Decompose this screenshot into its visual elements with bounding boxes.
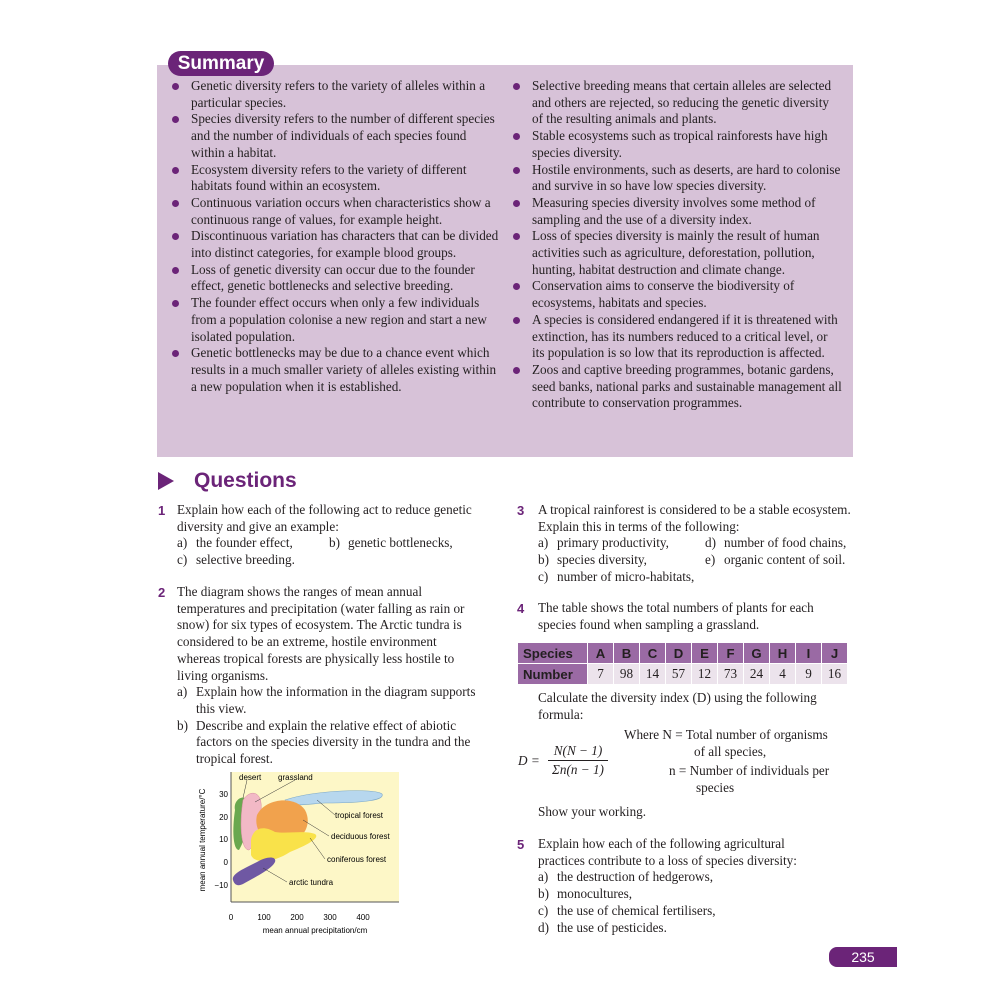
q1-c-label: c) <box>177 552 188 568</box>
y-tick: 20 <box>219 813 228 822</box>
bullet-dot-icon <box>172 83 179 90</box>
summary-bullet <box>512 312 842 362</box>
species-cell: E <box>692 643 718 664</box>
number-cell: 24 <box>744 664 770 685</box>
summary-bullet-text: Genetic diversity refers to the variety of alleles within a particular species. <box>191 78 486 110</box>
questions-heading: Questions <box>194 469 297 492</box>
where-line-1: Where N = Total number of organisms <box>624 727 828 742</box>
q5-d-text: the use of pesticides. <box>557 919 667 935</box>
summary-bullet <box>171 162 499 195</box>
q5-d-label: d) <box>538 919 549 935</box>
q2-a-text: Explain how the information in the diagram supports this view. <box>196 684 476 716</box>
where-line-2b: species <box>696 780 735 795</box>
q3-d-text: number of food chains, <box>724 535 847 551</box>
species-cell: A <box>588 643 614 664</box>
summary-bullet <box>171 228 499 261</box>
q5-c-label: c) <box>538 902 549 918</box>
summary-bullet-text: Discontinuous variation has characters that can be divided into distinct categories, for example blood groups. <box>191 228 499 261</box>
summary-bullet-text: Selective breeding means that certain alleles are selected and others are rejected, so reducing the genetic diversity of the resulting animals and plants. <box>532 78 832 127</box>
summary-bullet <box>171 195 499 228</box>
q2-b-text: Describe and explain the relative effect of abiotic factors on the species diversity in the tundra and the tropical forest. <box>196 717 471 767</box>
q3-c-label: c) <box>538 568 549 584</box>
q5-a-label: a) <box>538 869 549 885</box>
question-3 <box>538 502 858 586</box>
q1-a-label: a) <box>177 535 188 551</box>
number-cell: 98 <box>614 664 640 685</box>
q1-a-text: the founder effect, <box>196 535 293 551</box>
number-cell: 9 <box>796 664 822 685</box>
x-tick: 0 <box>228 913 234 922</box>
number-row-header: Number <box>518 664 588 685</box>
q5-c-text: the use of chemical fertilisers, <box>557 902 716 918</box>
number-cell: 73 <box>718 664 744 685</box>
number-cell: 7 <box>588 664 614 685</box>
q1-b-text: genetic bottlenecks, <box>348 535 453 551</box>
summary-bullet-text: Hostile environments, such as deserts, are hard to colonise and survive in so have low species diversity. <box>532 161 841 194</box>
y-axis-label: mean annual temperature/°C <box>198 788 207 892</box>
summary-bullet-text: Conservation aims to conserve the biodiversity of ecosystems, habitats and species. <box>532 278 795 311</box>
question-1-number: 1 <box>158 503 166 518</box>
bullet-dot-icon <box>513 233 520 240</box>
bullet-dot-icon <box>513 367 520 374</box>
y-tick: 30 <box>219 790 228 799</box>
summary-right-column <box>512 78 842 412</box>
species-cell: C <box>640 643 666 664</box>
summary-bullet <box>171 345 499 395</box>
summary-bullet <box>512 278 842 311</box>
number-cell: 4 <box>770 664 796 685</box>
climate-ecosystem-diagram <box>195 770 415 940</box>
summary-bullet <box>512 78 842 128</box>
summary-bullet-text: Continuous variation occurs when characteristics show a continuous range of values, for example height. <box>191 194 491 227</box>
x-tick: 300 <box>323 913 337 922</box>
question-4-text: The table shows the total numbers of plants for each species found when sampling a grassland. <box>538 600 814 632</box>
question-1 <box>177 502 477 569</box>
bullet-dot-icon <box>172 300 179 307</box>
question-2-text: The diagram shows the ranges of mean annual temperatures and precipitation (water falling as rain or snow) for six types of ecosystem. The Arctic tundra is considered to be an extreme, hostile environment whereas tropical forests are physically less hostile to living organisms. <box>177 584 465 683</box>
summary-bullet-text: Loss of genetic diversity can occur due to the founder effect, genetic bottlenecks and selective breeding. <box>191 261 475 294</box>
q3-e-label: e) <box>705 552 716 568</box>
bullet-dot-icon <box>513 317 520 324</box>
summary-title: Summary <box>168 51 274 76</box>
bullet-dot-icon <box>172 200 179 207</box>
formula-numerator: N(N − 1) <box>548 743 608 761</box>
bullet-dot-icon <box>513 167 520 174</box>
bullet-dot-icon <box>172 167 179 174</box>
bullet-dot-icon <box>172 233 179 240</box>
summary-bullet <box>512 362 842 412</box>
number-cell: 12 <box>692 664 718 685</box>
summary-bullet <box>171 78 499 111</box>
summary-bullet-text: Genetic bottlenecks may be due to a chance event which results in a much smaller variety of alleles existing within a new population when it is established. <box>191 345 497 394</box>
y-tick: −10 <box>214 881 228 890</box>
summary-bullet-text: Measuring species diversity involves some method of sampling and the use of a diversity index. <box>532 194 816 227</box>
summary-bullet <box>512 228 842 278</box>
summary-bullet <box>512 162 842 195</box>
where-line-2: n = Number of individuals per <box>669 763 830 778</box>
species-cell: D <box>666 643 692 664</box>
summary-bullet-text: Loss of species diversity is mainly the result of human activities such as agriculture, deforestation, pollution, hunting, habitat destruction and climate change. <box>532 228 820 277</box>
species-cell: H <box>770 643 796 664</box>
summary-bullet-text: Stable ecosystems such as tropical rainforests have high species diversity. <box>532 128 828 160</box>
bullet-dot-icon <box>513 283 520 290</box>
bullet-dot-icon <box>513 133 520 140</box>
formula-lhs: D = <box>518 753 540 768</box>
question-5-number: 5 <box>517 837 525 852</box>
questions-arrow-icon <box>158 472 174 490</box>
summary-bullet <box>512 195 842 228</box>
x-tick: 100 <box>257 913 271 922</box>
species-cell: F <box>718 643 744 664</box>
question-5 <box>538 836 828 936</box>
q3-a-label: a) <box>538 535 549 551</box>
page-number: 235 <box>829 947 897 967</box>
show-working-text: Show your working. <box>538 804 647 819</box>
bullet-dot-icon <box>172 350 179 357</box>
bullet-dot-icon <box>172 267 179 274</box>
summary-bullet <box>171 295 499 345</box>
summary-bullet <box>512 128 842 161</box>
formula-denominator: Σn(n − 1) <box>552 762 604 777</box>
summary-bullet-text: Species diversity refers to the number of different species and the number of individuals of each species found within a habitat. <box>191 111 495 160</box>
question-3-number: 3 <box>517 503 525 518</box>
question-5-text: Explain how each of the following agricultural practices contribute to a loss of species diversity: <box>538 836 797 868</box>
question-2-number: 2 <box>158 585 166 600</box>
summary-left-column <box>171 78 499 395</box>
grassland-label: grassland <box>278 773 313 782</box>
coniferous-forest-label: coniferous forest <box>327 855 387 864</box>
arctic-tundra-label: arctic tundra <box>289 878 334 887</box>
q1-c-text: selective breeding. <box>196 552 295 568</box>
bullet-dot-icon <box>172 116 179 123</box>
q2-b-label: b) <box>177 717 188 733</box>
summary-bullet-text: The founder effect occurs when only a few individuals from a population colonise a new region and start a new isolated population. <box>191 295 487 344</box>
number-cell: 16 <box>822 664 848 685</box>
q5-a-text: the destruction of hedgerows, <box>557 869 714 885</box>
question-1-text: Explain how each of the following act to reduce genetic diversity and give an example: <box>177 502 472 534</box>
q3-b-text: species diversity, <box>557 552 647 568</box>
species-row-header: Species <box>518 643 588 664</box>
species-cell: B <box>614 643 640 664</box>
species-cell: I <box>796 643 822 664</box>
question-4-number: 4 <box>517 601 525 616</box>
desert-label: desert <box>239 773 262 782</box>
q3-a-text: primary productivity, <box>557 535 669 551</box>
number-cell: 57 <box>666 664 692 685</box>
q2-a-label: a) <box>177 684 188 700</box>
summary-bullet-text: Zoos and captive breeding programmes, botanic gardens, seed banks, national parks and sustainable management all contribute to conservation programmes. <box>532 361 842 411</box>
q3-c-text: number of micro-habitats, <box>557 568 695 584</box>
question-2 <box>177 584 483 768</box>
bullet-dot-icon <box>513 200 520 207</box>
q5-b-label: b) <box>538 886 549 902</box>
bullet-dot-icon <box>513 83 520 90</box>
x-tick: 200 <box>290 913 304 922</box>
y-tick: 0 <box>223 858 228 867</box>
q3-d-label: d) <box>705 535 716 551</box>
summary-bullet <box>171 111 499 161</box>
y-tick: 10 <box>219 835 228 844</box>
species-cell: G <box>744 643 770 664</box>
x-tick: 400 <box>356 913 370 922</box>
q3-e-text: organic content of soil. <box>724 552 846 568</box>
summary-bullet-text: Ecosystem diversity refers to the variety of different habitats found within an ecosystem. <box>191 161 467 194</box>
q3-b-label: b) <box>538 552 549 568</box>
summary-bullet <box>171 262 499 295</box>
q1-b-label: b) <box>329 535 340 551</box>
species-cell: J <box>822 643 848 664</box>
q5-b-text: monocultures, <box>557 886 633 902</box>
question-3-text: A tropical rainforest is considered to be a stable ecosystem. Explain this in terms of the following: <box>538 502 851 534</box>
deciduous-forest-label: deciduous forest <box>331 832 390 841</box>
x-axis-label: mean annual precipitation/cm <box>262 926 368 935</box>
tropical-forest-label: tropical forest <box>335 811 384 820</box>
species-table <box>517 642 848 685</box>
calculate-text: Calculate the diversity index (D) using the following formula: <box>538 690 817 722</box>
summary-bullet-text: A species is considered endangered if it is threatened with extinction, has its numbers reduced to a critical level, or its population is so low that its reproduction is affected. <box>532 311 838 361</box>
number-cell: 14 <box>640 664 666 685</box>
where-line-1b: of all species, <box>694 744 767 759</box>
